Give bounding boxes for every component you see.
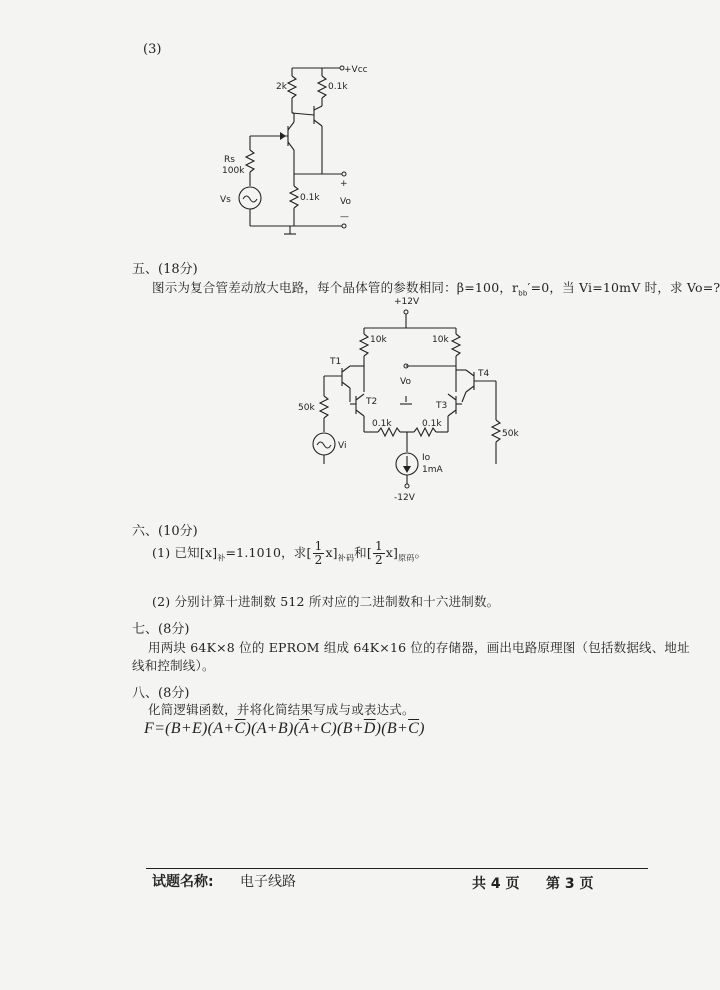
q8-line1: 化简逻辑函数，并将化简结果写成与或表达式。 [148,702,415,717]
circuit-diagram-1 [210,58,380,238]
r50k-right-label: 50k [502,429,519,439]
q6-part2: (2) 分别计算十进制数 512 所对应的二进制数和十六进制数。 [152,594,500,609]
footer-label: 试题名称: [152,874,214,890]
r01k-right-label: 0.1k [422,419,442,429]
footer-total-pages: 共 4 页 [472,876,520,892]
r-0.1k-bottom-label: 0.1k [300,193,320,203]
q5-title: 五、(18分) [132,262,198,277]
t2-label: T2 [366,397,378,407]
footer-subject: 电子线路 [240,874,296,890]
sub-question-number: (3) [143,42,162,57]
minus-label: — [340,212,349,222]
vplus-label: +12V [394,297,420,307]
vminus-label: -12V [394,493,415,503]
plus-label: + [340,179,348,189]
io-value-label: 1mA [422,465,443,475]
circuit-diagram-2 [290,292,530,504]
rs-value-label: 100k [222,166,245,176]
fraction-half-2: $\frac{1}{2}$ [374,539,383,567]
q6-title: 六、(10分) [132,524,198,539]
fraction-half-1: $\frac{1}{2}$ [314,539,323,567]
q8-title: 八、(8分) [132,686,190,701]
q7-line2: 线和控制线）。 [132,658,215,673]
logic-formula: $F=(B+E)(A+\overline{C})(A+B)(\overline{A}+C)(B+\overline{D})(B+\overline{C})$ [144,720,425,737]
vs-label: Vs [220,195,231,205]
r10k-left-label: 10k [370,335,387,345]
r50k-left-label: 50k [298,403,315,413]
q7-line1: 用两块 64K×8 位的 EPROM 组成 64K×16 位的存储器，画出电路原理图（包括数据线、地址 [148,640,690,655]
t1-label: T1 [330,357,342,367]
r-0.1k-top-label: 0.1k [328,82,348,92]
io-label: Io [422,453,431,463]
rs-label: Rs [224,155,235,165]
r01k-left-label: 0.1k [372,419,392,429]
vcc-label: +Vcc [344,65,368,75]
t3-label: T3 [436,401,448,411]
vo-label: Vo [340,197,351,207]
q5-text: 图示为复合管差动放大电路，每个晶体管的参数相同：β=100，$r_{bb}'=0$，当 Vi=10mV 时，求 Vo=? [152,280,720,298]
vi-label: Vi [338,441,347,451]
q7-title: 七、(8分) [132,622,190,637]
t4-label: T4 [478,369,490,379]
q6-part1: (1) 已知$[x]_补=1.1010$，求[ $\frac{1}{2}$ $x]_{补码}$和[ $\frac{1}{2}$ $x]_{原码}$。 [152,539,428,567]
footer-page-number: 第 3 页 [546,876,594,892]
vo-label-2: Vo [400,377,411,387]
r-2k-label: 2k [276,82,287,92]
footer-divider [146,868,648,869]
r10k-right-label: 10k [432,335,449,345]
